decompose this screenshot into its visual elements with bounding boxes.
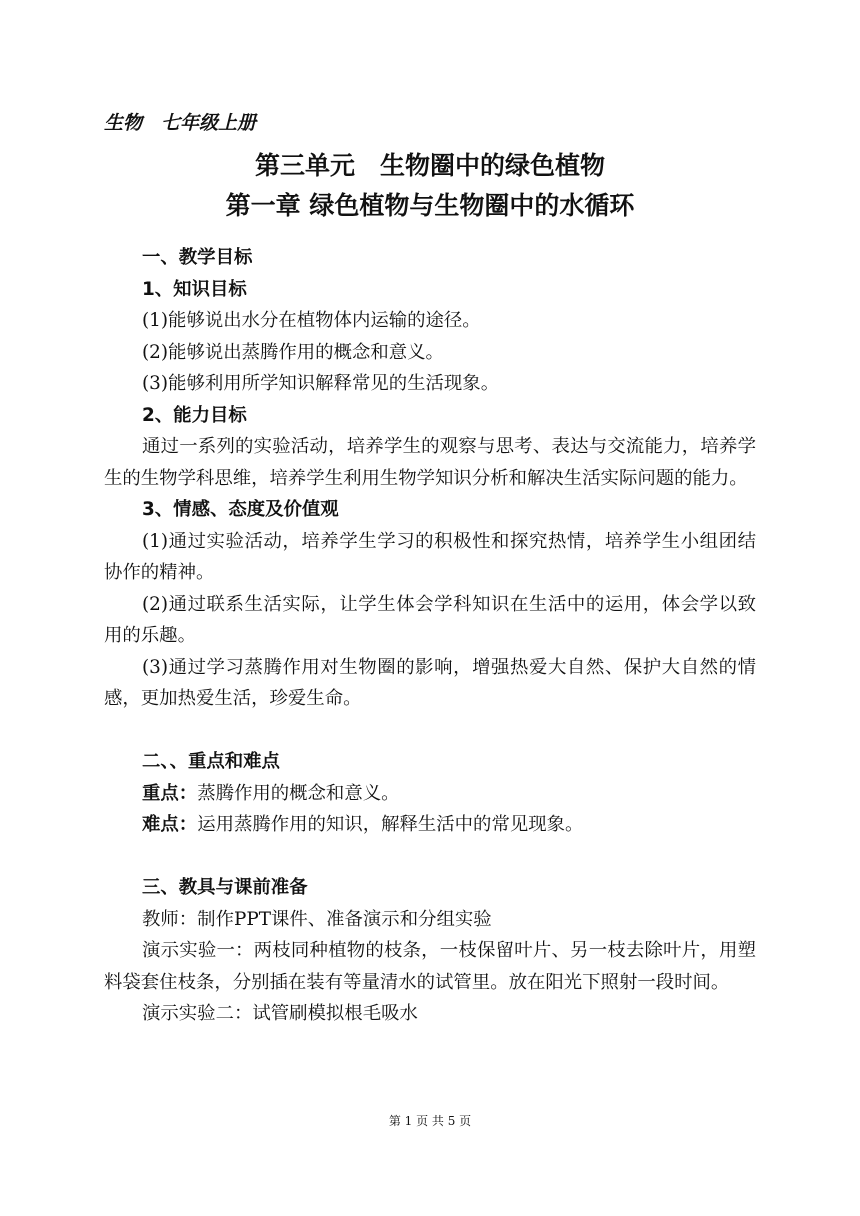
- emotion-item-2: (2)通过联系生活实际，让学生体会学科知识在生活中的运用，体会学以致用的乐趣。: [104, 593, 756, 646]
- teacher-prep: 教师：制作PPT课件、准备演示和分组实验: [142, 908, 492, 930]
- knowledge-item-1: (1)能够说出水分在植物体内运输的途径。: [142, 310, 481, 331]
- section-heading-preparation: 三、教具与课前准备: [142, 877, 308, 898]
- subheading-emotion: 3、情感、态度及价值观: [142, 499, 339, 520]
- demo-experiment-1: 演示实验一：两枝同种植物的枝条，一枝保留叶片、另一枝去除叶片，用塑料袋套住枝条，分别插在装有等量清水的试管里。放在阳光下照射一段时间。: [104, 940, 756, 993]
- key-point-line: [104, 778, 756, 810]
- running-header: 生物 七年级上册: [104, 112, 257, 134]
- key-point-label: 重点：: [142, 782, 198, 804]
- difficulty-text: 运用蒸腾作用的知识，解释生活中的常见现象。: [197, 814, 584, 835]
- ability-paragraph: 通过一系列的实验活动，培养学生的观察与思考、表达与交流能力，培养学生的生物学科思维，培养学生利用生物学知识分析和解决生活实际问题的能力。: [104, 436, 756, 489]
- difficulty-label: 难点：: [142, 814, 198, 835]
- chapter-title: 第一章 绿色植物与生物圈中的水循环: [225, 191, 635, 220]
- page-footer: 第 1 页 共 5 页: [388, 1114, 472, 1128]
- unit-title: 第三单元 生物圈中的绿色植物: [254, 151, 605, 180]
- document-body: [104, 242, 756, 1030]
- knowledge-item-2: (2)能够说出蒸腾作用的概念和意义。: [142, 341, 444, 363]
- section-heading-key-points: 二、、重点和难点: [142, 751, 280, 772]
- knowledge-item-3: (3)能够利用所学知识解释常见的生活现象。: [142, 373, 500, 394]
- key-point-text: 蒸腾作用的概念和意义。: [197, 782, 400, 804]
- difficulty-line: [104, 809, 756, 841]
- subheading-knowledge: 1、知识目标: [142, 278, 247, 300]
- emotion-item-1: (1)通过实验活动，培养学生学习的积极性和探究热情，培养学生小组团结协作的精神。: [104, 530, 756, 583]
- subheading-ability: 2、能力目标: [142, 404, 247, 426]
- emotion-item-3: (3)通过学习蒸腾作用对生物圈的影响，增强热爱大自然、保护大自然的情感，更加热爱生活，珍爱生命。: [104, 656, 756, 709]
- demo-experiment-2: 演示实验二：试管刷模拟根毛吸水: [142, 1003, 418, 1024]
- section-heading-objectives: 一、教学目标: [142, 247, 253, 268]
